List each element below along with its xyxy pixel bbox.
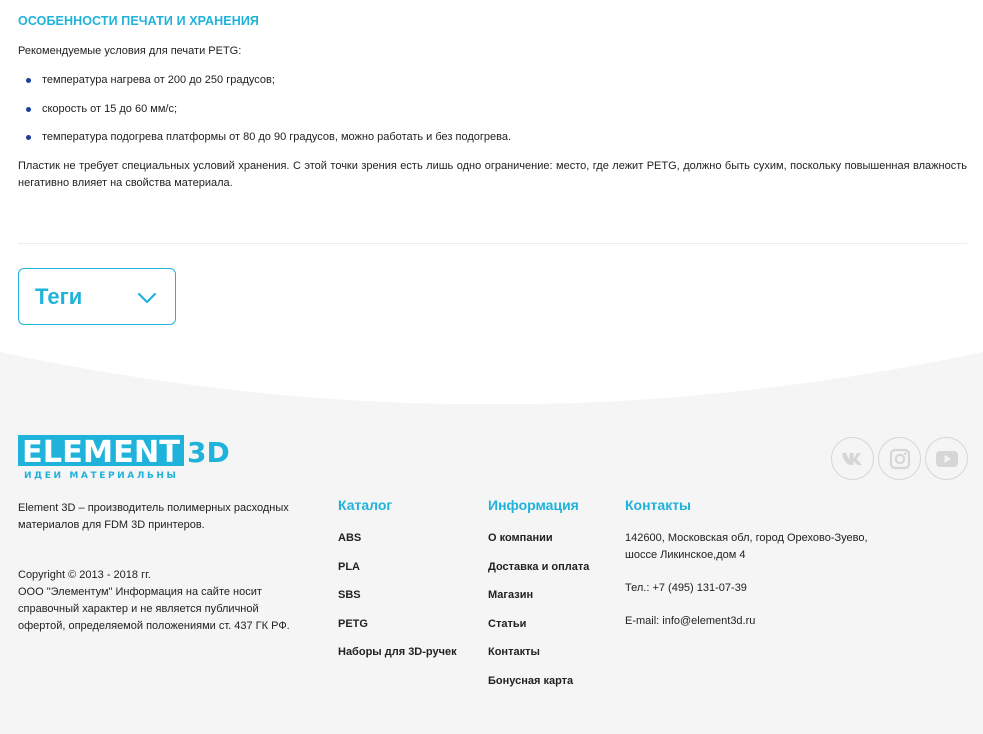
- section-heading: ОСОБЕННОСТИ ПЕЧАТИ И ХРАНЕНИЯ: [18, 14, 259, 28]
- email-text[interactable]: E-mail: info@element3d.ru: [625, 615, 756, 627]
- svg-text:ИДЕИ МАТЕРИАЛЬНЫ: ИДЕИ МАТЕРИАЛЬНЫ: [24, 471, 179, 481]
- contacts-column: [625, 497, 895, 630]
- list-item: температура подогрева платформы от 80 до 90 градусов, можно работать и без подогрева.: [18, 129, 967, 146]
- phone-text[interactable]: Тел.: +7 (495) 131-07-39: [625, 582, 747, 594]
- info-column: [488, 497, 618, 701]
- intro-text: Рекомендуемые условия для печати PETG:: [18, 45, 242, 57]
- list-item: температура нагрева от 200 до 250 градусов;: [18, 72, 967, 89]
- svg-text:ELEMENT: ELEMENT: [22, 435, 181, 470]
- tags-label: Теги: [35, 283, 83, 309]
- social-links: [831, 437, 968, 480]
- legal-text: ООО "Элементум" Информация на сайте носит справочный характер и не является публичной офертой, определяемой положениями ст. 437 ГК РФ.: [18, 586, 290, 632]
- svg-text:3D: 3D: [187, 436, 230, 469]
- footer-curve: [0, 352, 983, 404]
- article-section: [18, 14, 967, 192]
- about-block: [18, 500, 308, 635]
- info-link-about[interactable]: О компании: [488, 532, 553, 544]
- element3d-logo: [18, 435, 230, 481]
- info-link-contacts[interactable]: Контакты: [488, 646, 540, 658]
- info-title: Информация: [488, 497, 579, 513]
- instagram-icon[interactable]: [878, 437, 921, 480]
- catalog-column: [338, 497, 478, 673]
- list-item: скорость от 15 до 60 мм/с;: [18, 101, 967, 118]
- catalog-link-petg[interactable]: PETG: [338, 617, 368, 630]
- about-text: Element 3D – производитель полимерных расходных материалов для FDM 3D принтеров.: [18, 502, 289, 531]
- vk-icon[interactable]: [831, 437, 874, 480]
- info-link-shop[interactable]: Магазин: [488, 589, 534, 601]
- info-link-articles[interactable]: Статьи: [488, 617, 527, 630]
- catalog-link-abs[interactable]: ABS: [338, 532, 362, 544]
- contacts-title: Контакты: [625, 497, 692, 513]
- storage-text: Пластик не требует специальных условий хранения. С этой точки зрения есть лишь одно ограничение: место, где лежит PETG, должно быть сухим, поскольку повышенная влажность негативно влияет на свойства материала.: [18, 159, 967, 189]
- conditions-list: [18, 72, 967, 146]
- tags-dropdown[interactable]: [18, 268, 176, 325]
- info-link-bonus-card[interactable]: Бонусная карта: [488, 674, 574, 687]
- address-text: 142600, Московская обл, город Орехово-Зуево, шоссе Ликинское,дом 4: [625, 532, 868, 561]
- catalog-link-pla[interactable]: PLA: [338, 560, 360, 573]
- footer: [0, 352, 983, 734]
- catalog-link-sbs[interactable]: SBS: [338, 589, 361, 601]
- youtube-icon[interactable]: [925, 437, 968, 480]
- info-link-delivery[interactable]: Доставка и оплата: [488, 560, 590, 573]
- catalog-title: Каталог: [338, 497, 393, 513]
- chevron-down-icon: [137, 291, 157, 305]
- copyright-text: Copyright © 2013 - 2018 гг.: [18, 569, 151, 581]
- divider: [18, 243, 967, 244]
- catalog-link-pen-kits[interactable]: Наборы для 3D-ручек: [338, 646, 457, 658]
